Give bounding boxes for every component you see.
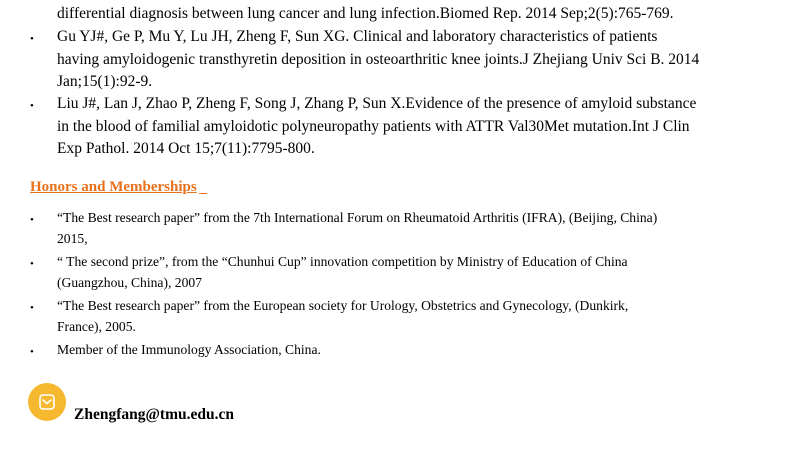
bullet-icon: •: [30, 100, 34, 112]
bullet-icon: •: [30, 258, 34, 270]
bullet-icon: •: [30, 346, 34, 358]
honor-3-line-2: France), 2005.: [57, 319, 136, 334]
publication-3-line-1: Liu J#, Lan J, Zhao P, Zheng F, Song J, Zhang P, Sun X.Evidence of the presence of amyloid substance: [57, 95, 697, 112]
publication-2-line-2: having amyloidogenic transthyretin deposition in osteoarthritic knee joints.J Zhejiang Univ Sci B. 2014: [57, 51, 700, 68]
bullet-icon: •: [30, 214, 34, 226]
contact-email[interactable]: Zhengfang@tmu.edu.cn: [74, 406, 234, 423]
publication-2-line-1: Gu YJ#, Ge P, Mu Y, Lu JH, Zheng F, Sun XG. Clinical and laboratory characteristics of patients: [57, 28, 658, 45]
honor-1-line-1: “The Best research paper” from the 7th International Forum on Rheumatoid Arthritis (IFRA), (Beijing, China): [57, 210, 658, 225]
honor-4-line-1: Member of the Immunology Association, China.: [57, 342, 321, 357]
publication-1-line-1: differential diagnosis between lung cancer and lung infection.Biomed Rep. 2014 Sep;2(5):765-769.: [57, 5, 674, 22]
publication-3-line-3: Exp Pathol. 2014 Oct 15;7(11):7795-800.: [57, 140, 315, 157]
honor-1-line-2: 2015,: [57, 231, 88, 246]
publication-2-line-3: Jan;15(1):92-9.: [57, 73, 153, 90]
publication-3-line-2: in the blood of familial amyloidotic polyneuropathy patients with ATTR Val30Met mutation.Int J Clin: [57, 118, 690, 135]
bullet-icon: •: [30, 33, 34, 45]
honor-2-line-2: (Guangzhou, China), 2007: [57, 275, 202, 290]
honor-3-line-1: “The Best research paper” from the European society for Urology, Obstetrics and Gynecology, (Dunkirk,: [57, 298, 629, 313]
mail-icon: [28, 383, 66, 421]
section-title-honors: Honors and Memberships: [30, 179, 207, 196]
bullet-icon: •: [30, 302, 34, 314]
honor-2-line-1: “ The second prize”, from the “Chunhui Cup” innovation competition by Ministry of Education of China: [57, 254, 628, 269]
